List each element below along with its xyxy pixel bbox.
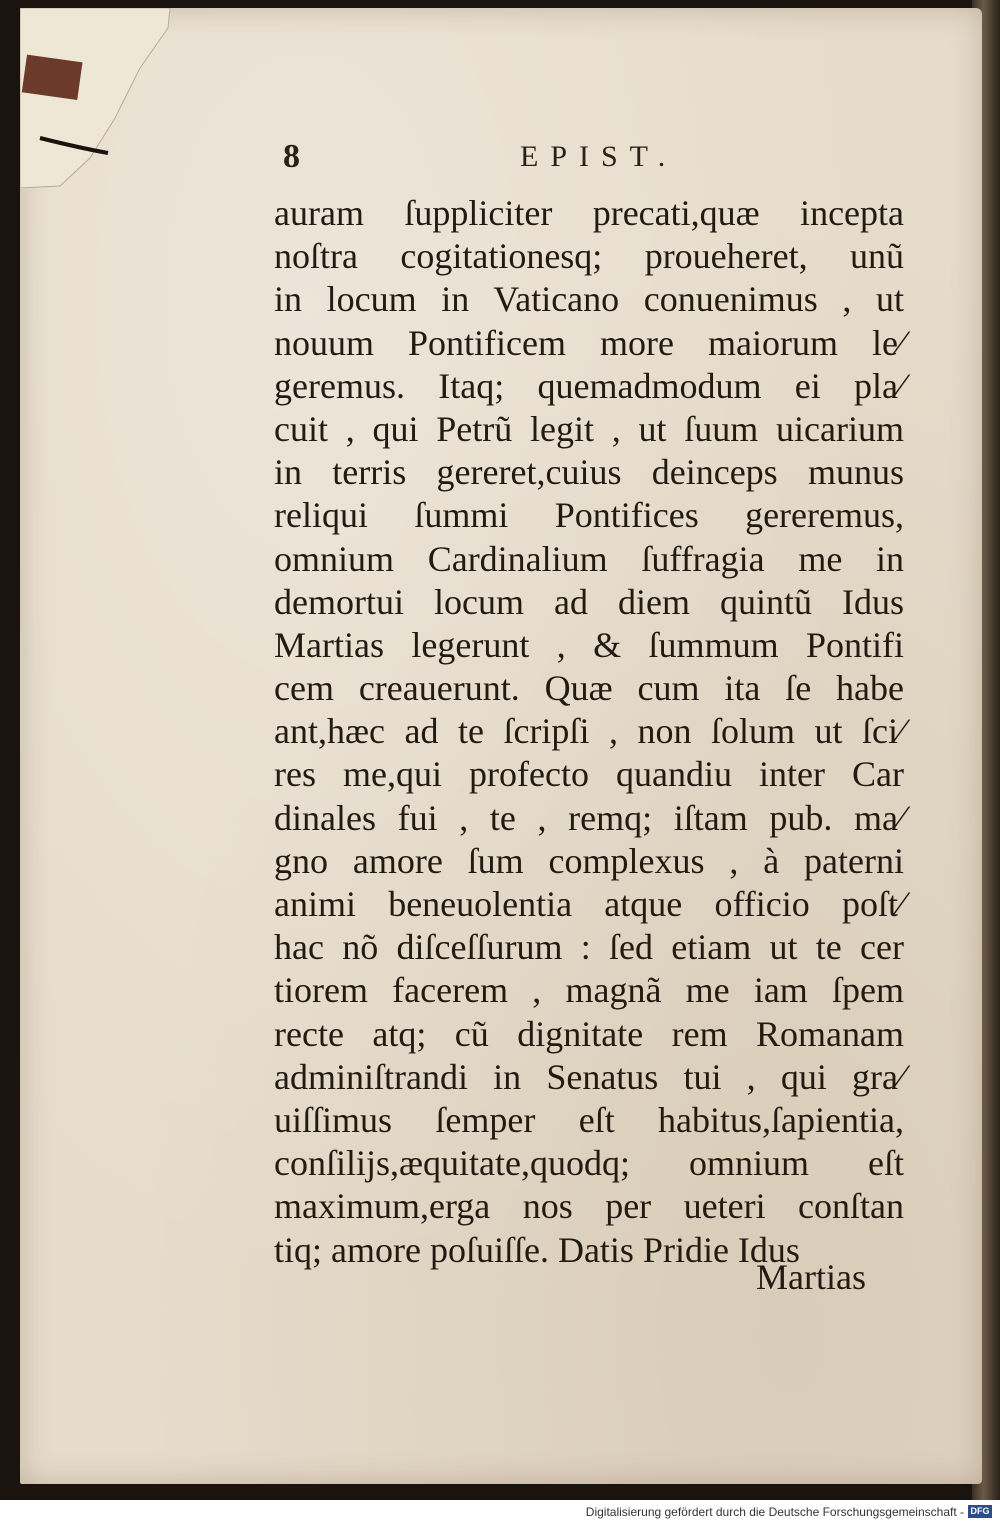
body-text bbox=[274, 192, 904, 1272]
catchword: Martias bbox=[756, 1257, 866, 1297]
text-line: in locum in Vaticano conuenimus , ut bbox=[274, 279, 904, 320]
text-line: uiſſimus ſemper eſt habitus,ſapientia, bbox=[274, 1099, 904, 1140]
text-line: conſilijs,æquitate,quodq; omnium eſt bbox=[274, 1143, 904, 1184]
text-line: tiorem facerem , magnã me iam ſpem bbox=[274, 970, 904, 1011]
text-line: gno amore ſum complexus , à paterni bbox=[274, 840, 904, 881]
text-line: cem creauerunt. Quæ cum ita ſe habe bbox=[274, 668, 904, 709]
text-line: demortui locum ad diem quintũ Idus bbox=[274, 581, 904, 622]
text-line: omnium Cardinalium ſuffragia me in bbox=[274, 538, 904, 579]
funding-credit: Digitalisierung gefördert durch die Deutsche Forschungsgemeinschaft - bbox=[585, 1505, 964, 1519]
text-line: noſtra cogitationesq; proueheret, unũ bbox=[274, 236, 904, 277]
text-line: geremus. Itaq; quemadmodum ei pla⁄ bbox=[274, 365, 904, 406]
text-line: reliqui ſummi Pontifices gereremus, bbox=[274, 495, 904, 536]
dfg-logo: DFG bbox=[968, 1505, 992, 1518]
text-line: animi beneuolentia atque officio poſt⁄ bbox=[274, 884, 904, 924]
text-line: nouum Pontificem more maiorum le⁄ bbox=[274, 322, 904, 363]
text-line: Martias legerunt , & ſummum Pontifi bbox=[274, 624, 904, 665]
running-head: EPIST. bbox=[520, 140, 678, 173]
text-line: tiq; amore poſuiſſe. Datis Pridie Idus bbox=[274, 1229, 800, 1270]
text-line: maximum,erga nos per ueteri conſtan bbox=[274, 1186, 904, 1227]
text-line: res me,qui profecto quandiu inter Car bbox=[274, 754, 904, 795]
text-line: cuit , qui Petrũ legit , ut ſuum uicarium bbox=[274, 408, 904, 449]
text-line: recte atq; cũ dignitate rem Romanam bbox=[274, 1013, 904, 1054]
text-line: adminiſtrandi in Senatus tui , qui gra⁄ bbox=[274, 1056, 904, 1097]
page-number: 8 bbox=[283, 138, 300, 175]
text-line: in terris gereret,cuius deinceps munus bbox=[274, 452, 904, 493]
text-line: ant,hæc ad te ſcripſi , non ſolum ut ſci⁄ bbox=[274, 711, 904, 752]
torn-corner bbox=[20, 8, 200, 188]
text-line: auram ſuppliciter precati,quæ incepta bbox=[274, 193, 904, 233]
text-line: dinales fui , te , remq; iſtam pub. ma⁄ bbox=[274, 797, 904, 838]
text-line: hac nõ diſceſſurum : ſed etiam ut te cer bbox=[274, 927, 904, 968]
